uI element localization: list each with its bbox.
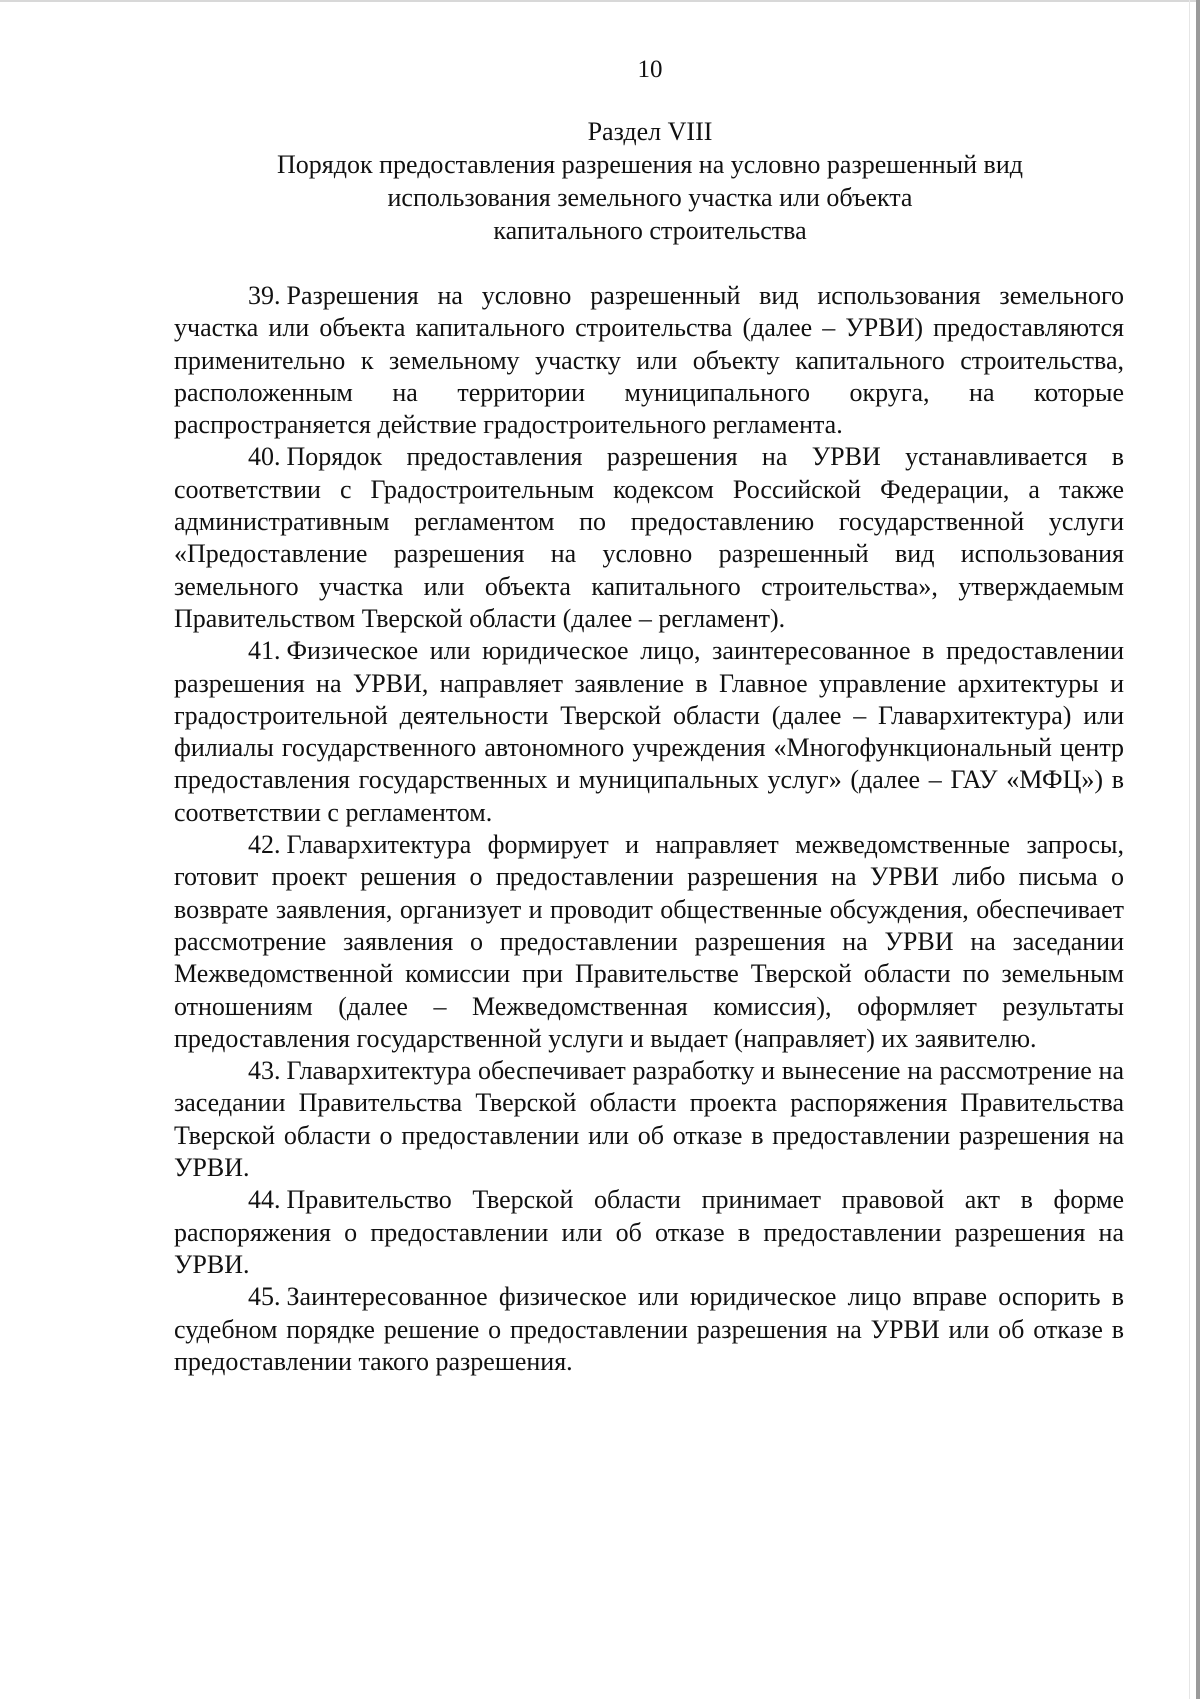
paragraph-number: 40. — [248, 442, 281, 472]
paragraph-number: 44. — [248, 1185, 281, 1215]
document-body — [174, 280, 1124, 1378]
paragraph-44 — [174, 1184, 1124, 1281]
paragraph-text: Главархитектура обеспечивает разработку и вынесение на рассмотрение на заседании Правительства Тверской области проекта распоряжения Правительства Тверской области о предоставлении или об отказе в предоставлении разрешения на УРВИ. — [174, 1056, 1124, 1183]
paragraph-43 — [174, 1055, 1124, 1184]
paragraph-42 — [174, 829, 1124, 1055]
paragraph-text: Порядок предоставления разрешения на УРВИ устанавливается в соответствии с Градостроительным кодексом Российской Федерации, а также административным регламентом по предоставлению государственной услуги «Предоставление разрешения на условно разрешенный вид использования земельного участка или объекта капитального строительства», утверждаемым Правительством Тверской области (далее – регламент). — [174, 442, 1124, 633]
section-label: Раздел VIII — [587, 117, 713, 146]
paragraph-40 — [174, 441, 1124, 635]
paragraph-text: Заинтересованное физическое или юридическое лицо вправе оспорить в судебном порядке решение о предоставлении разрешения на УРВИ или об отказе в предоставлении такого разрешения. — [174, 1282, 1124, 1376]
paragraph-number: 39. — [248, 281, 281, 310]
paragraph-text: Главархитектура формирует и направляет межведомственные запросы, готовит проект решения о предоставлении разрешения на УРВИ либо письма о возврате заявления, организует и проводит общественные обсуждения, обеспечивает рассмотрение заявления о предоставлении разрешения на УРВИ на заседании Межведомственной комиссии при Правительстве Тверской области по земельным отношениям (далее – Межведомственная комиссия), оформляет результаты предоставления государственной услуги и выдает (направляет) их заявителю. — [174, 830, 1124, 1053]
section-title-line-2: использования земельного участка или объекта — [387, 183, 913, 212]
section-title-line-1: Порядок предоставления разрешения на условно разрешенный вид — [277, 150, 1023, 179]
paragraph-text: Физическое или юридическое лицо, заинтересованное в предоставлении разрешения на УРВИ, направляет заявление в Главное управление архитектуры и градостроительной деятельности Тверской области (далее – Главархитектура) или филиалы государственного автономного учреждения «Многофункциональный центр предоставления государственных и муниципальных услуг» (далее – ГАУ «МФЦ») в соответствии с регламентом. — [174, 636, 1124, 827]
section-title-line-3: капитального строительства — [493, 216, 807, 245]
section-heading — [180, 115, 1120, 247]
paragraph-text: Правительство Тверской области принимает правовой акт в форме распоряжения о предоставлении или об отказе в предоставлении разрешения на УРВИ. — [174, 1185, 1124, 1279]
paragraph-45 — [174, 1281, 1124, 1378]
paragraph-number: 42. — [248, 830, 281, 860]
page-number: 10 — [637, 56, 663, 83]
paragraph-number: 41. — [248, 636, 281, 666]
paragraph-41 — [174, 635, 1124, 829]
paragraph-number: 45. — [248, 1282, 281, 1312]
paragraph-text: Разрешения на условно разрешенный вид использования земельного участка или объекта капитального строительства (далее – УРВИ) предоставляются применительно к земельному участку или объекту капитального строительства, расположенным на территории муниципального округа, на которые распространяется действие градостроительного регламента. — [174, 281, 1124, 440]
scan-edge-top — [0, 0, 1200, 2]
paragraph-39 — [174, 280, 1124, 441]
paragraph-number: 43. — [248, 1056, 281, 1086]
scan-edge-right — [1196, 0, 1200, 1699]
scan-edge-right-inner — [1189, 0, 1190, 1699]
